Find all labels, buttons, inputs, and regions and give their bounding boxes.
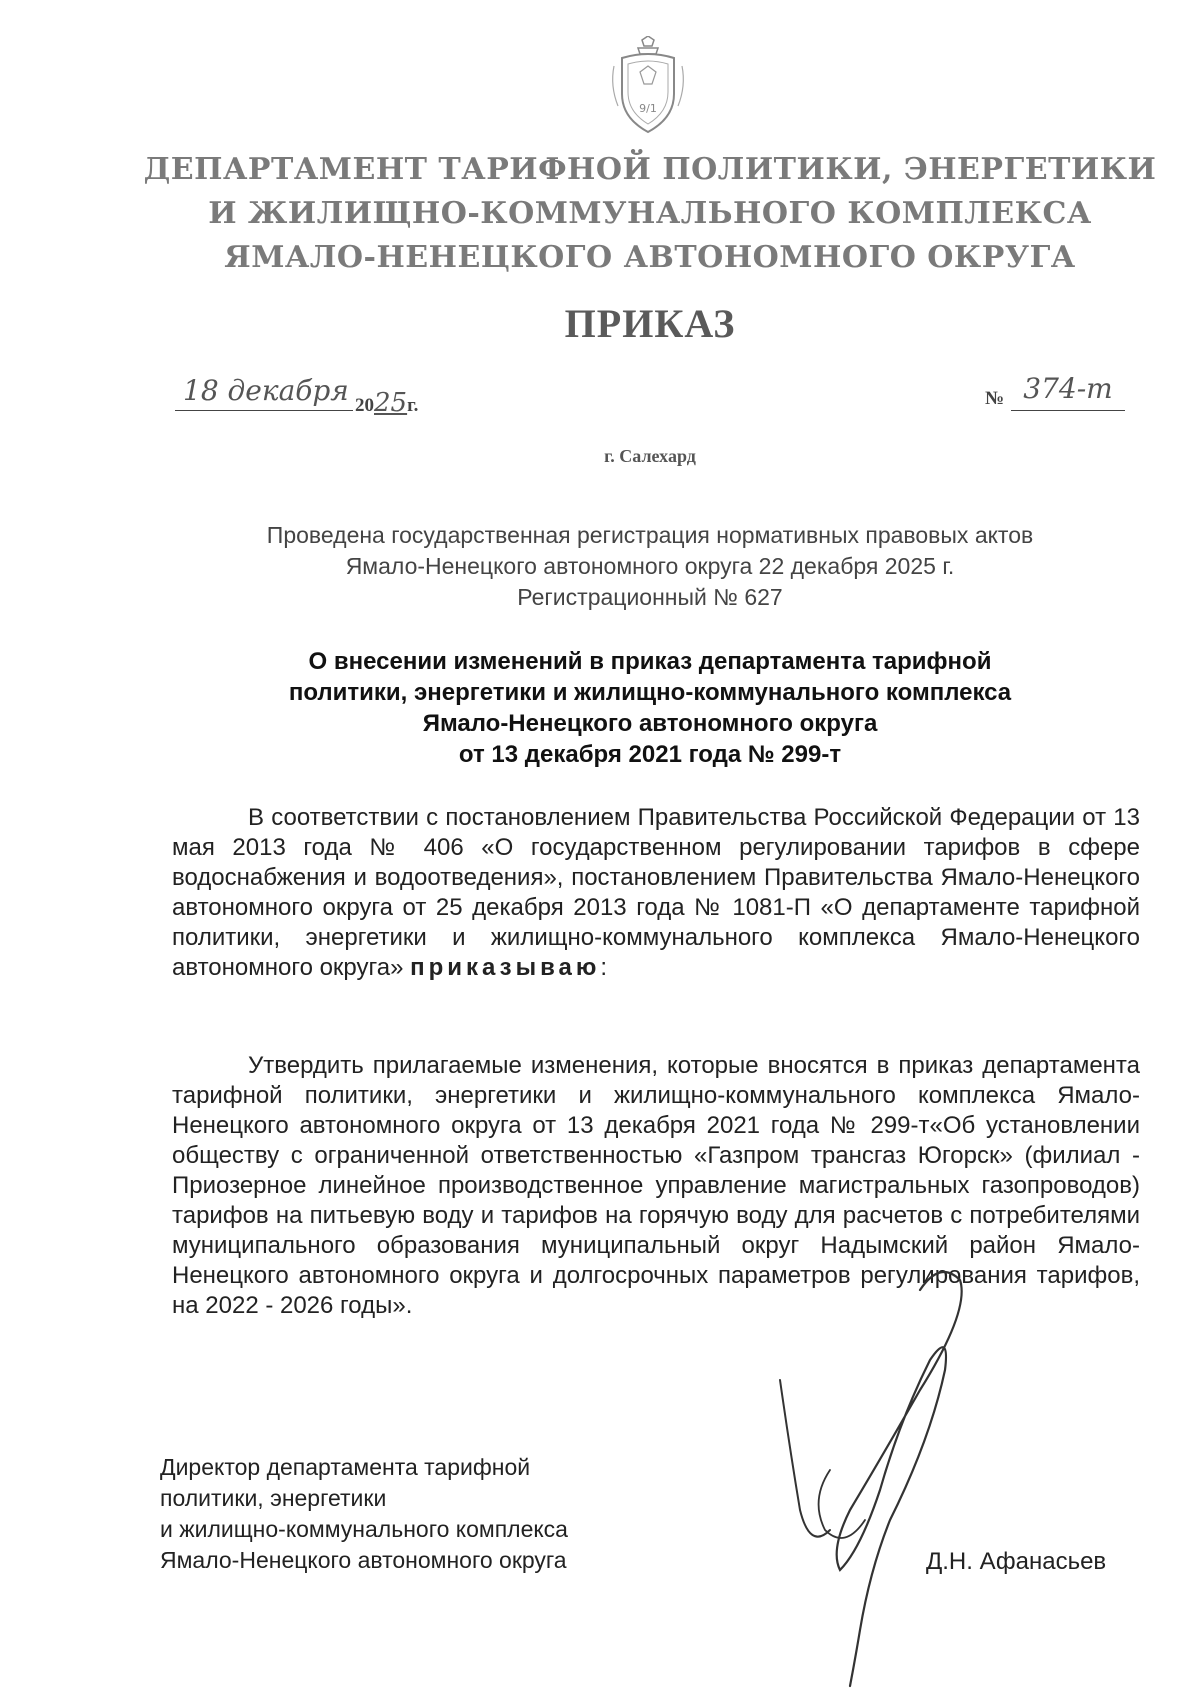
signer-name: Д.Н. Афанасьев [926,1548,1107,1575]
coat-of-arms-emblem [608,36,688,136]
number-label: № [985,388,1005,409]
registration-line: Регистрационный № 627 [517,584,783,610]
year-prefix: 20 [355,395,374,416]
document-type-title: ПРИКАЗ [564,301,736,346]
preamble-paragraph [172,803,1140,983]
order-subject-title [200,646,1100,770]
preamble-text: В соответствии с постановлением Правительства Российской Федерации от 13 мая 2013 года № 406 «О государственном регулировании тарифов в сфере водоснабжения и водоотведения», постановлением Правительства Ямало-Ненецкого автономного округа от 25 декабря 2013 года № 1081-П «О департаменте тарифной политики, энергетики и жилищно-коммунального комплекса Ямало-Ненецкого автономного округа» [172,804,1140,981]
number-underline [1011,410,1125,411]
signer-position-line: политики, энергетики [160,1485,387,1511]
order-word: приказываю [410,954,601,981]
year-suffix: г. [407,395,419,416]
order-date [175,374,455,420]
handwritten-signature [770,1250,990,1690]
department-name-line: ЯМАЛО-НЕНЕЦКОГО АВТОНОМНОГО ОКРУГА [224,240,1076,275]
subject-line: политики, энергетики и жилищно-коммунального комплекса [288,679,1012,706]
handwritten-date: 18 декабря [183,374,349,407]
subject-line: О внесении изменений в приказ департамента тарифной [308,648,992,675]
subject-line: Ямало-Ненецкого автономного округа [422,710,878,737]
signer-position-line: Директор департамента тарифной [160,1454,531,1480]
registration-line: Ямало-Ненецкого автономного округа 22 декабря 2025 г. [345,553,955,579]
signer-position [160,1452,700,1576]
date-year [355,388,418,418]
handwritten-year: 25 [374,388,408,418]
operative-paragraph: Утвердить прилагаемые изменения, которые вносятся в приказ департамента тарифной политики, энергетики и жилищно-коммунального комплекса Ямало-Ненецкого автономного округа от 13 декабря 2021 года № 299-т«Об установлении обществу с ограниченной ответственностью «Газпром трансгаз Югорск» (филиал - Приозерное линейное производственное управление магистральных газопроводов) тарифов на питьевую воду и тарифов на горячую воду для расчетов с потребителями муниципального образования муниципальный округ Надымский район Ямало-Ненецкого автономного округа и долгосрочных параметров регулирования тарифов, на 2022 - 2026 годы». [172,1052,1140,1319]
date-underline [175,410,353,411]
handwritten-number: 374-т [1023,372,1113,405]
subject-line: от 13 декабря 2021 года № 299-т [458,741,842,768]
signer-position-line: Ямало-Ненецкого автономного округа [160,1547,567,1573]
signer-position-line: и жилищно-коммунального комплекса [160,1516,568,1542]
registration-line: Проведена государственная регистрация нормативных правовых актов [266,522,1034,548]
department-name-line: И ЖИЛИЩНО-КОММУНАЛЬНОГО КОМПЛЕКСА [208,196,1092,231]
city-label: г. Салехард [604,446,696,466]
order-colon: : [600,954,608,981]
order-number [985,372,1135,420]
department-name-line: ДЕПАРТАМЕНТ ТАРИФНОЙ ПОЛИТИКИ, ЭНЕРГЕТИКИ [143,152,1157,187]
registration-stamp-text [140,520,1160,613]
svg-text:9/1: 9/1 [639,102,657,115]
department-name [120,148,1180,280]
